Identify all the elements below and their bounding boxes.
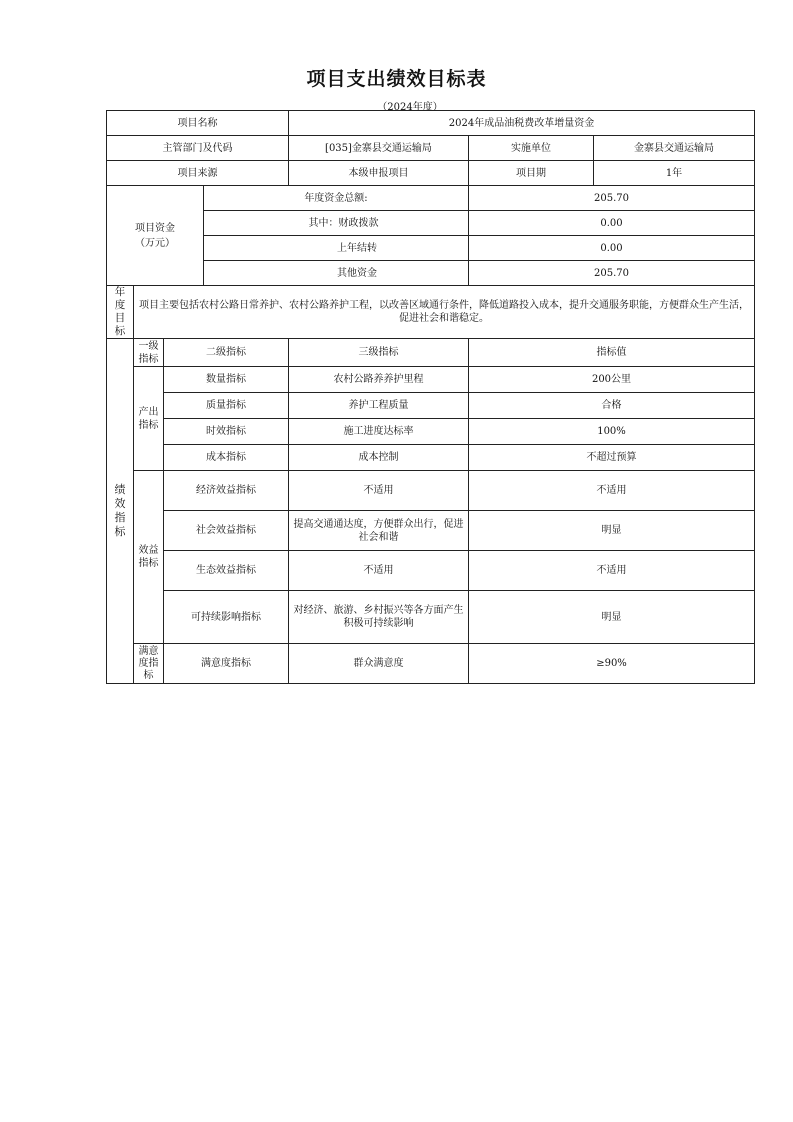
benefit-value: 不适用	[469, 471, 755, 511]
dept-label: 主管部门及代码	[107, 136, 289, 161]
benefit-level3: 提高交通通达度，方便群众出行，促进社会和谐	[289, 511, 469, 551]
perf-label: 绩 效 指 标	[107, 339, 134, 684]
benefit-level2: 社会效益指标	[164, 511, 289, 551]
funds-other-value: 205.70	[469, 261, 755, 286]
benefit-level2: 经济效益指标	[164, 471, 289, 511]
source-value: 本级申报项目	[289, 161, 469, 186]
header-level1: 一级 指标	[134, 339, 164, 367]
row-perf-header	[107, 339, 755, 367]
output-level2: 数量指标	[164, 367, 289, 393]
output-level2: 质量指标	[164, 393, 289, 419]
satisfaction-level3: 群众满意度	[289, 644, 469, 684]
output-value: 不超过预算	[469, 445, 755, 471]
row-funds-other	[107, 261, 755, 286]
funds-other-label: 其他资金	[204, 261, 469, 286]
output-level3: 施工进度达标率	[289, 419, 469, 445]
satisfaction-value: ≥90%	[469, 644, 755, 684]
source-label: 项目来源	[107, 161, 289, 186]
row-project-name	[107, 111, 755, 136]
table-row	[107, 393, 755, 419]
output-level3: 养护工程质量	[289, 393, 469, 419]
funds-carryover-label: 上年结转	[204, 236, 469, 261]
project-name: 2024年成品油税费改革增量资金	[289, 111, 755, 136]
table-row	[107, 419, 755, 445]
impl-value: 金寨县交通运输局	[594, 136, 755, 161]
output-level3: 成本控制	[289, 445, 469, 471]
annual-goal-label: 年度 目标	[107, 286, 134, 339]
output-value: 100%	[469, 419, 755, 445]
funds-fiscal-value: 0.00	[469, 211, 755, 236]
row-dept	[107, 136, 755, 161]
funds-fiscal-label: 其中：财政拨款	[204, 211, 469, 236]
annual-goal-text: 项目主要包括农村公路日常养护、农村公路养护工程，以改善区域通行条件，降低道路投入成本，提升交通服务职能，方便群众生产生活，促进社会和谐稳定。	[134, 286, 755, 339]
output-label: 产出 指标	[134, 367, 164, 471]
output-level2: 成本指标	[164, 445, 289, 471]
output-value: 合格	[469, 393, 755, 419]
table-row	[107, 445, 755, 471]
table-row	[107, 644, 755, 684]
funds-total-label: 年度资金总额:	[204, 186, 469, 211]
benefit-level2: 生态效益指标	[164, 551, 289, 591]
impl-label: 实施单位	[469, 136, 594, 161]
output-level3: 农村公路养养护里程	[289, 367, 469, 393]
funds-total-value: 205.70	[469, 186, 755, 211]
table-row	[107, 511, 755, 551]
funds-carryover-value: 0.00	[469, 236, 755, 261]
row-funds-fiscal	[107, 211, 755, 236]
period-label: 项目期	[469, 161, 594, 186]
benefit-level2: 可持续影响指标	[164, 591, 289, 644]
benefit-level3: 不适用	[289, 551, 469, 591]
benefit-level3: 对经济、旅游、乡村振兴等各方面产生积极可持续影响	[289, 591, 469, 644]
header-level2: 二级指标	[164, 339, 289, 367]
benefit-label: 效益 指标	[134, 471, 164, 644]
year-label: （2024年度）	[377, 102, 443, 113]
dept-value: [035]金寨县交通运输局	[289, 136, 469, 161]
page-title: 项目支出绩效目标表	[306, 68, 487, 90]
output-value: 200公里	[469, 367, 755, 393]
table-row	[107, 551, 755, 591]
performance-table	[106, 110, 755, 684]
project-name-label: 项目名称	[107, 111, 289, 136]
satisfaction-level2: 满意度指标	[164, 644, 289, 684]
table-row	[107, 367, 755, 393]
benefit-value: 不适用	[469, 551, 755, 591]
period-value: 1年	[594, 161, 755, 186]
row-annual-goal	[107, 286, 755, 339]
row-source	[107, 161, 755, 186]
row-funds-total	[107, 186, 755, 211]
satisfaction-label: 满意 度指 标	[134, 644, 164, 684]
header-value: 指标值	[469, 339, 755, 367]
benefit-level3: 不适用	[289, 471, 469, 511]
benefit-value: 明显	[469, 511, 755, 551]
table-row	[107, 471, 755, 511]
header-level3: 三级指标	[289, 339, 469, 367]
funds-label: 项目资金 （万元）	[107, 186, 204, 286]
benefit-value: 明显	[469, 591, 755, 644]
output-level2: 时效指标	[164, 419, 289, 445]
row-funds-carryover	[107, 236, 755, 261]
table-row	[107, 591, 755, 644]
